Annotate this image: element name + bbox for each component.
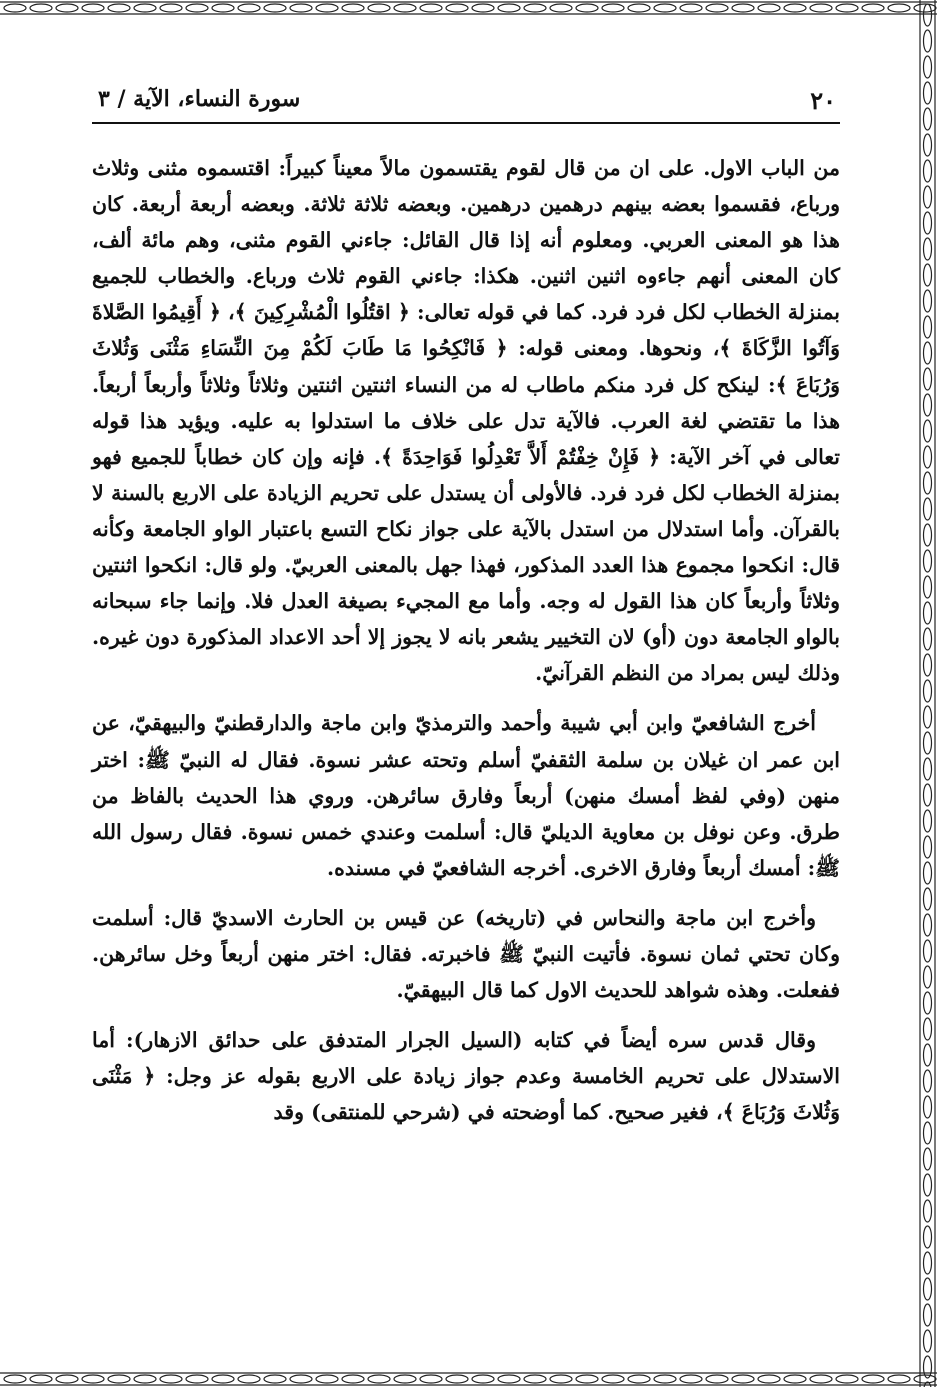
decorative-border-top xyxy=(0,0,937,16)
paragraph: أخرج الشافعيّ وابن أبي شيبة وأحمد والترمذيّ وابن ماجة والدارقطنيّ والبيهقيّ، عن ابن عمر ان غيلان بن سلمة الثقفيّ أسلم وتحته عشر نسوة. فقال له النبيّ ﷺ: اختر منهن (وفي لفظ أمسك منهن) أربعاً وفارق سائرهن. وروي هذا الحديث بالفاظ من طرق. وعن نوفل بن معاوية الديليّ قال: أسلمت وعندي خمس نسوة. فقال رسول الله ﷺ: أمسك أربعاً وفارق الاخرى. أخرجه الشافعيّ في مسنده. xyxy=(92,711,840,880)
decorative-border-right xyxy=(918,0,937,1387)
book-page xyxy=(92,72,840,1372)
running-title: سورة النساء، الآية / ٣ xyxy=(98,86,301,112)
decorative-border-bottom xyxy=(0,1371,937,1387)
paragraph: وقال قدس سره أيضاً في كتابه (السيل الجرار المتدفق على حدائق الازهار): أما الاستدلال على تحريم الخامسة وعدم جواز زيادة على الاربع بقوله عز وجل: ﴿ مَثْنَى وَثُلاثَ وَرُبَاعَ ﴾، فغير صحيح. كما أوضحته في (شرحي للمنتقى) وقد xyxy=(92,1028,840,1125)
page-number: ٢٠ xyxy=(810,86,836,115)
paragraph: وأخرج ابن ماجة والنحاس في (تاريخه) عن قيس بن الحارث الاسديّ قال: أسلمت وكان تحتي ثمان نسوة. فأتيت النبيّ ﷺ فاخبرته. فقال: اختر منهن أربعاً وخل سائرهن. ففعلت. وهذه شواهد للحديث الاول كما قال البيهقيّ. xyxy=(92,905,840,1003)
page-header xyxy=(92,72,840,124)
page-body xyxy=(92,150,840,1130)
paragraph: من الباب الاول. على ان من قال لقوم يقتسمون مالاً معيناً كبيراً: اقتسموه مثنى وثلاث ورباع، فقسموا بعضه بينهم درهمين درهمين. وبعضه ثلاثة ثلاثة. وبعضه أربعة أربعة. كان هذا هو المعنى العربي. ومعلوم أنه إذا قال القائل: جاءني القوم مثنى، وهم مائة ألف، كان المعنى أنهم جاءوه اثنين اثنين. هكذا: جاءني القوم ثلاث ورباع. والخطاب للجميع بمنزلة الخطاب لكل فرد فرد. كما في قوله تعالى: ﴿ اقتُلُوا الْمُشْرِكِينَ ﴾، ﴿ أَقِيمُوا الصَّلاةَ وَآتُوا الزَّكَاةَ ﴾، ونحوها. ومعنى قوله: ﴿ فَانْكِحُوا مَا طَابَ لَكُمْ مِنَ النِّسَاءِ مَثْنَى وَثُلاثَ وَرُبَاعَ ﴾: لينكح كل فرد منكم ماطاب له من النساء اثنتين اثنتين وثلاثاً وثلاثاً وأربعاً أربعاً. هذا ما تقتضي لغة العرب. فالآية تدل على خلاف ما استدلوا به عليه. ويؤيد هذا قوله تعالى في آخر الآية: ﴿ فَإِنْ خِفْتُمْ أَلاَّ تَعْدِلُوا فَوَاحِدَةً ﴾. فإنه وإن كان خطاباً للجميع فهو بمنزلة الخطاب لكل فرد فرد. فالأولى أن يستدل على تحريم الزيادة على الاربع بالسنة لا بالقرآن. وأما استدلال من استدل بالآية على جواز نكاح التسع باعتبار الواو الجامعة وكأنه قال: انكحوا مجموع هذا العدد المذكور، فهذا جهل بالمعنى العربيّ. ولو قال: انكحوا اثنتين وثلاثاً وأربعاً كان هذا القول له وجه. وأما مع المجيء بصيغة العدل فلا. وإنما جاء سبحانه بالواو الجامعة دون (أو) لان التخيير يشعر بانه لا يجوز إلا أحد الاعداد المذكورة دون غيره. وذلك ليس بمراد من النظم القرآنيّ. xyxy=(92,156,840,686)
